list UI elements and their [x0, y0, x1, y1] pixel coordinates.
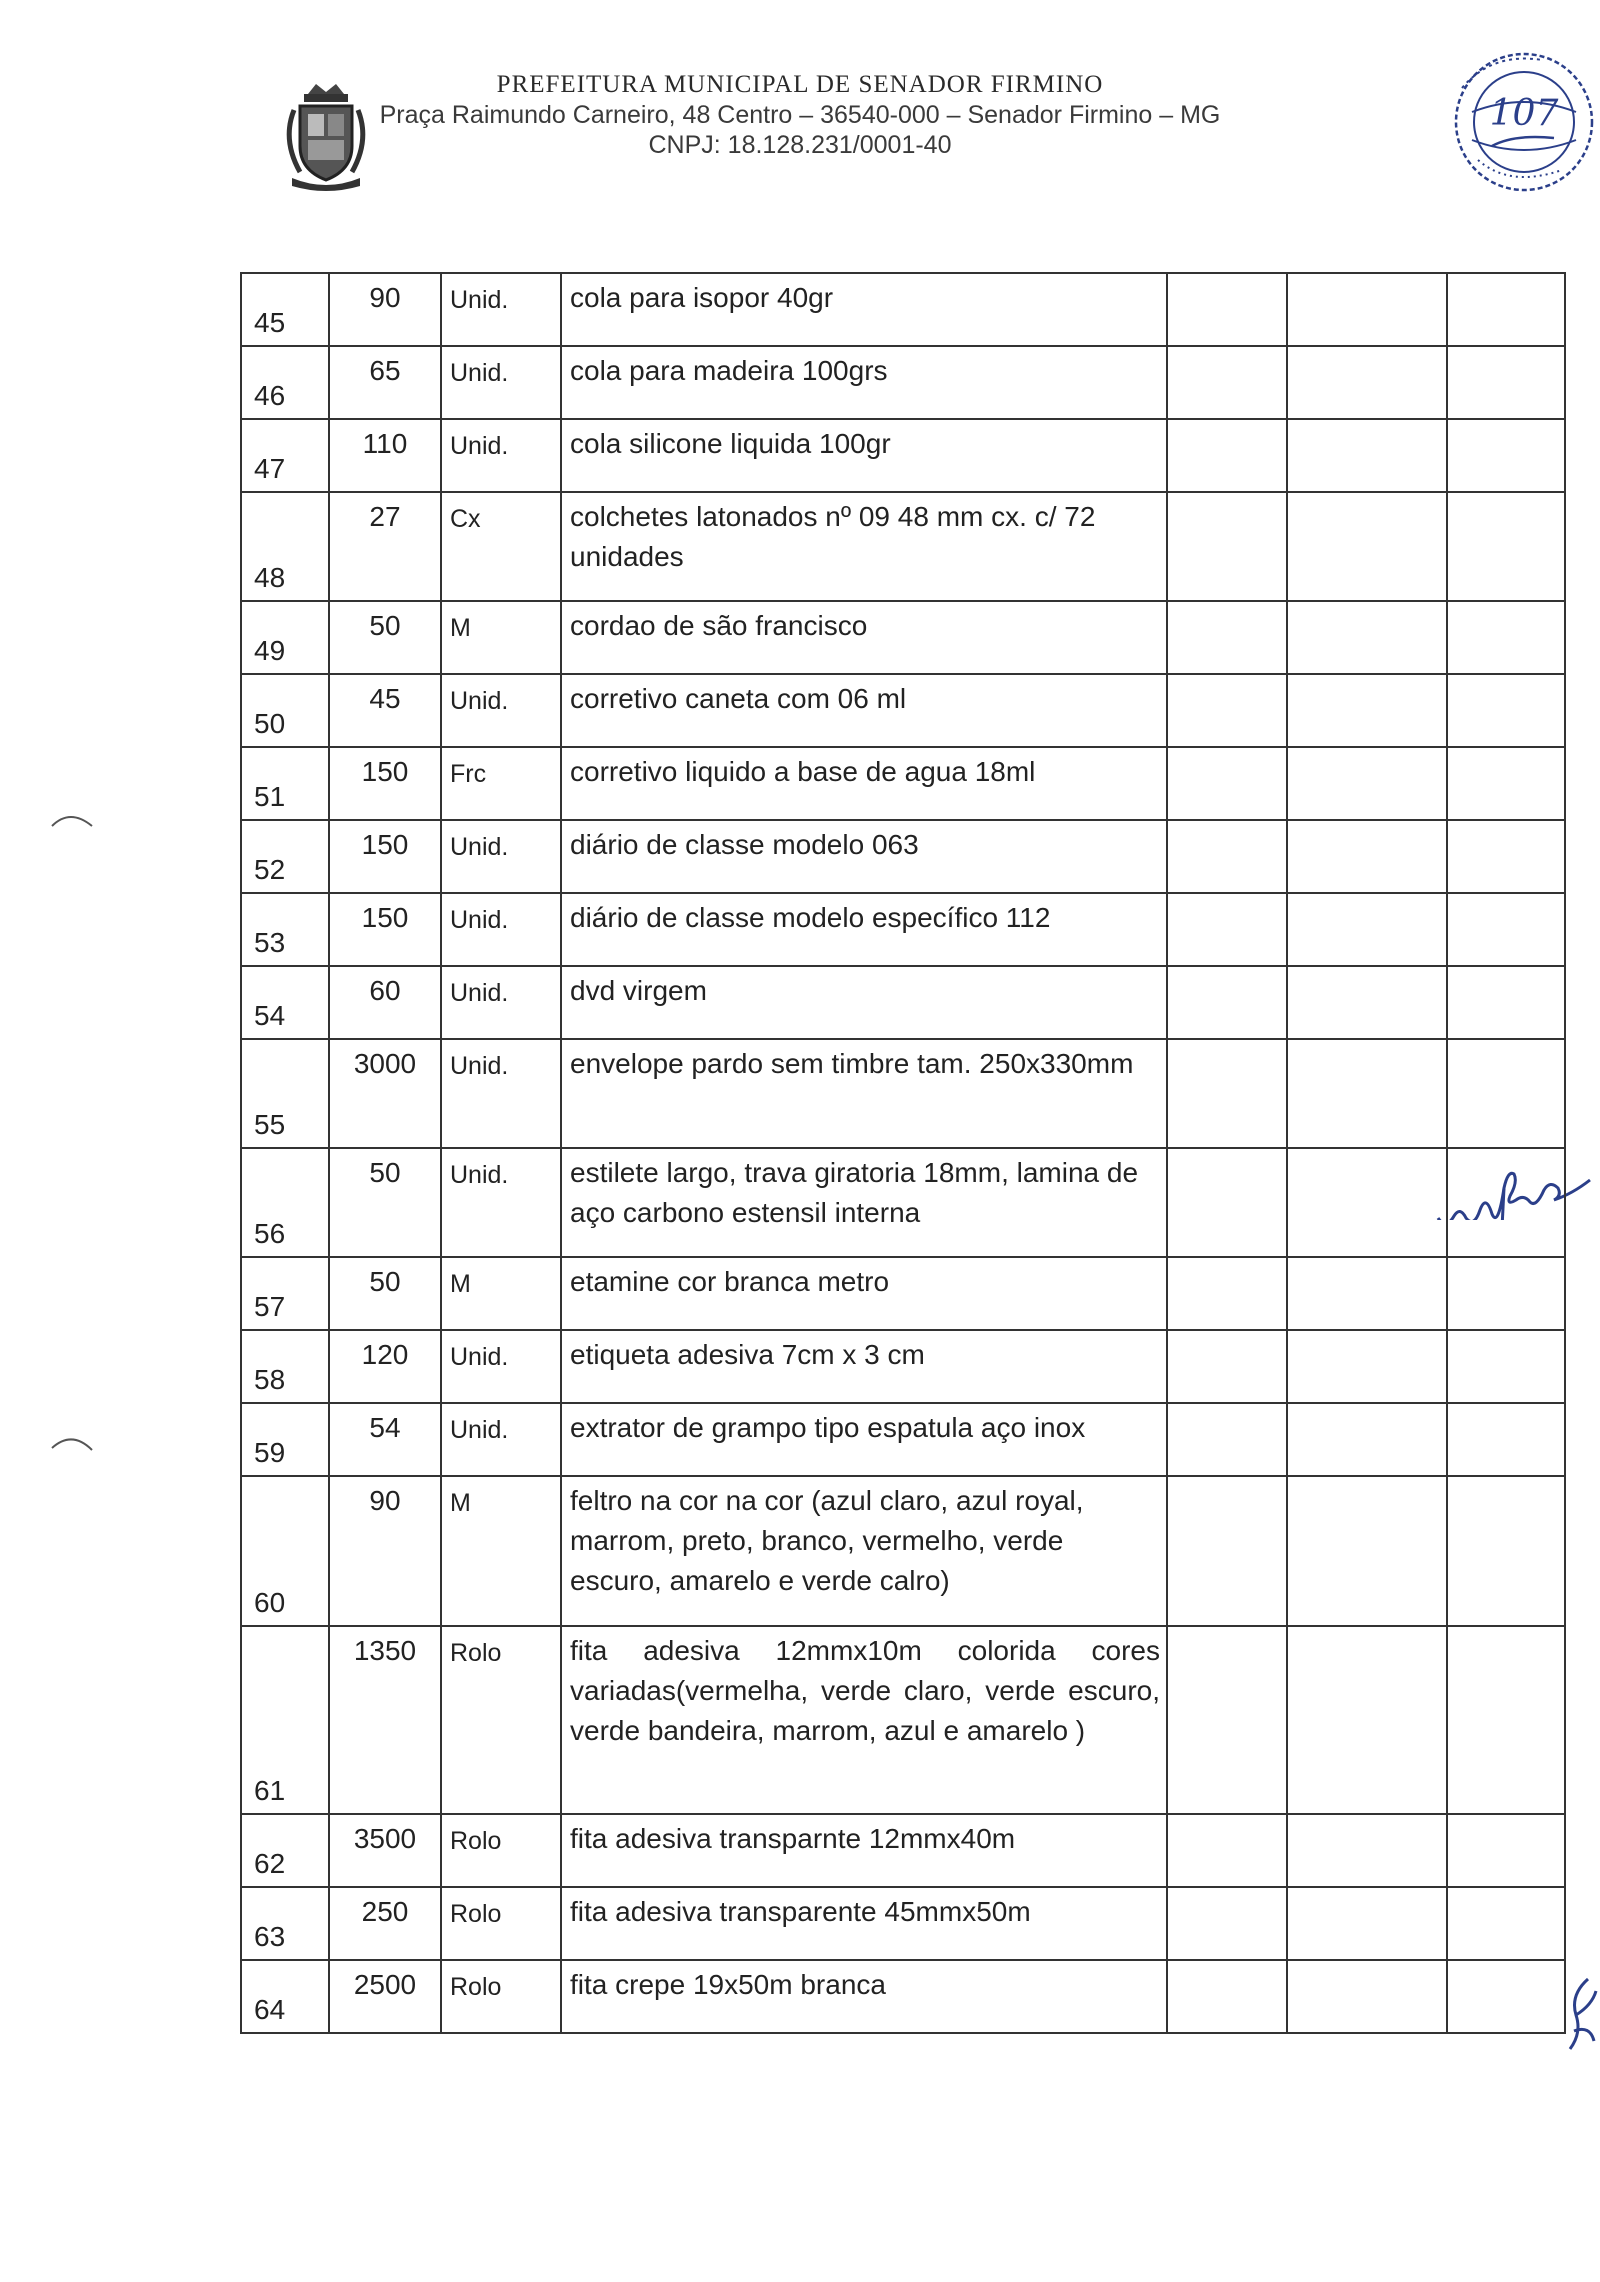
empty-cell — [1287, 492, 1447, 601]
empty-cell — [1167, 674, 1287, 747]
empty-cell — [1167, 346, 1287, 419]
item-description: colchetes latonados nº 09 48 mm cx. c/ 72 unidades — [561, 492, 1167, 601]
item-description: cordao de são francisco — [561, 601, 1167, 674]
empty-cell — [1287, 1330, 1447, 1403]
item-unit: Unid. — [441, 346, 561, 419]
item-number: 48 — [241, 492, 329, 601]
empty-cell — [1167, 1039, 1287, 1148]
item-quantity: 90 — [329, 273, 441, 346]
empty-cell — [1167, 1148, 1287, 1257]
item-description: etiqueta adesiva 7cm x 3 cm — [561, 1330, 1167, 1403]
empty-cell — [1447, 1403, 1565, 1476]
table-row — [241, 1039, 1565, 1148]
item-unit: Unid. — [441, 893, 561, 966]
empty-cell — [1287, 820, 1447, 893]
empty-cell — [1167, 419, 1287, 492]
item-number: 60 — [241, 1476, 329, 1626]
table-row — [241, 893, 1565, 966]
empty-cell — [1447, 1887, 1565, 1960]
empty-cell — [1287, 1626, 1447, 1814]
item-number: 47 — [241, 419, 329, 492]
table-row — [241, 966, 1565, 1039]
item-quantity: 150 — [329, 820, 441, 893]
empty-cell — [1287, 1887, 1447, 1960]
empty-cell — [1167, 747, 1287, 820]
item-number: 45 — [241, 273, 329, 346]
item-description: fita adesiva transparente 45mmx50m — [561, 1887, 1167, 1960]
item-unit: Unid. — [441, 1148, 561, 1257]
empty-cell — [1287, 747, 1447, 820]
table-row — [241, 1403, 1565, 1476]
item-number: 53 — [241, 893, 329, 966]
item-description: dvd virgem — [561, 966, 1167, 1039]
item-unit: Rolo — [441, 1887, 561, 1960]
coat-of-arms-icon — [278, 80, 374, 192]
empty-cell — [1447, 966, 1565, 1039]
table-row — [241, 1887, 1565, 1960]
item-quantity: 3500 — [329, 1814, 441, 1887]
empty-cell — [1287, 1403, 1447, 1476]
table-row — [241, 601, 1565, 674]
empty-cell — [1167, 492, 1287, 601]
letterhead — [0, 70, 1600, 160]
empty-cell — [1447, 820, 1565, 893]
table-row — [241, 747, 1565, 820]
item-description: envelope pardo sem timbre tam. 250x330mm — [561, 1039, 1167, 1148]
item-description: cola para isopor 40gr — [561, 273, 1167, 346]
item-number: 61 — [241, 1626, 329, 1814]
table-row — [241, 273, 1565, 346]
empty-cell — [1167, 1476, 1287, 1626]
item-quantity: 250 — [329, 1887, 441, 1960]
table-row — [241, 419, 1565, 492]
item-unit: Rolo — [441, 1960, 561, 2033]
item-quantity: 50 — [329, 601, 441, 674]
empty-cell — [1167, 1257, 1287, 1330]
empty-cell — [1447, 674, 1565, 747]
item-number: 56 — [241, 1148, 329, 1257]
item-description: feltro na cor na cor (azul claro, azul royal, marrom, preto, branco, vermelho, verde escuro, amarelo e verde calro) — [561, 1476, 1167, 1626]
item-unit: M — [441, 601, 561, 674]
empty-cell — [1167, 820, 1287, 893]
item-quantity: 110 — [329, 419, 441, 492]
protocol-stamp — [1432, 42, 1600, 210]
stamp-page-number: 107 — [1489, 93, 1559, 134]
item-description: cola para madeira 100grs — [561, 346, 1167, 419]
empty-cell — [1447, 273, 1565, 346]
empty-cell — [1167, 966, 1287, 1039]
item-quantity: 45 — [329, 674, 441, 747]
table-row — [241, 1814, 1565, 1887]
empty-cell — [1287, 1476, 1447, 1626]
municipality-title: PREFEITURA MUNICIPAL DE SENADOR FIRMINO — [496, 71, 1104, 98]
item-number: 54 — [241, 966, 329, 1039]
empty-cell — [1447, 1039, 1565, 1148]
empty-cell — [1447, 893, 1565, 966]
empty-cell — [1167, 893, 1287, 966]
item-number: 57 — [241, 1257, 329, 1330]
item-description: fita crepe 19x50m branca — [561, 1960, 1167, 2033]
item-unit: M — [441, 1257, 561, 1330]
item-quantity: 150 — [329, 893, 441, 966]
margin-marks — [0, 0, 120, 2282]
empty-cell — [1447, 1814, 1565, 1887]
item-quantity: 150 — [329, 747, 441, 820]
table-row — [241, 1626, 1565, 1814]
item-quantity: 60 — [329, 966, 441, 1039]
item-description: estilete largo, trava giratoria 18mm, lamina de aço carbono estensil interna — [561, 1148, 1167, 1257]
item-unit: Unid. — [441, 1403, 561, 1476]
item-unit: Unid. — [441, 966, 561, 1039]
item-number: 59 — [241, 1403, 329, 1476]
empty-cell — [1447, 1476, 1565, 1626]
empty-cell — [1167, 1960, 1287, 2033]
table-row — [241, 346, 1565, 419]
item-description: fita adesiva 12mmx10m colorida cores variadas(vermelha, verde claro, verde escuro, verde bandeira, marrom, azul e amarelo ) — [561, 1626, 1167, 1814]
item-description: fita adesiva transparnte 12mmx40m — [561, 1814, 1167, 1887]
items-table — [240, 272, 1566, 2034]
empty-cell — [1287, 1960, 1447, 2033]
empty-cell — [1287, 1257, 1447, 1330]
item-quantity: 54 — [329, 1403, 441, 1476]
empty-cell — [1447, 419, 1565, 492]
empty-cell — [1287, 893, 1447, 966]
municipality-address: Praça Raimundo Carneiro, 48 Centro – 36540-000 – Senador Firmino – MG — [379, 101, 1221, 129]
item-number: 55 — [241, 1039, 329, 1148]
empty-cell — [1167, 273, 1287, 346]
empty-cell — [1447, 1148, 1565, 1257]
item-quantity: 27 — [329, 492, 441, 601]
empty-cell — [1447, 601, 1565, 674]
table-row — [241, 1148, 1565, 1257]
item-unit: Unid. — [441, 419, 561, 492]
item-unit: Rolo — [441, 1626, 561, 1814]
table-row — [241, 1257, 1565, 1330]
item-quantity: 3000 — [329, 1039, 441, 1148]
item-number: 51 — [241, 747, 329, 820]
table-row — [241, 492, 1565, 601]
table-row — [241, 1476, 1565, 1626]
item-quantity: 2500 — [329, 1960, 441, 2033]
item-unit: Cx — [441, 492, 561, 601]
item-description: etamine cor branca metro — [561, 1257, 1167, 1330]
empty-cell — [1287, 419, 1447, 492]
item-unit: Frc — [441, 747, 561, 820]
empty-cell — [1167, 1887, 1287, 1960]
item-unit: Unid. — [441, 1330, 561, 1403]
empty-cell — [1447, 1960, 1565, 2033]
empty-cell — [1167, 1814, 1287, 1887]
empty-cell — [1287, 1039, 1447, 1148]
item-description: extrator de grampo tipo espatula aço inox — [561, 1403, 1167, 1476]
empty-cell — [1287, 601, 1447, 674]
item-unit: Rolo — [441, 1814, 561, 1887]
item-quantity: 65 — [329, 346, 441, 419]
item-unit: M — [441, 1476, 561, 1626]
item-quantity: 90 — [329, 1476, 441, 1626]
empty-cell — [1287, 1814, 1447, 1887]
item-quantity: 50 — [329, 1148, 441, 1257]
empty-cell — [1447, 492, 1565, 601]
empty-cell — [1287, 966, 1447, 1039]
municipality-cnpj: CNPJ: 18.128.231/0001-40 — [648, 131, 952, 159]
empty-cell — [1167, 1626, 1287, 1814]
item-number: 46 — [241, 346, 329, 419]
empty-cell — [1167, 601, 1287, 674]
table-row — [241, 674, 1565, 747]
item-description: corretivo caneta com 06 ml — [561, 674, 1167, 747]
item-quantity: 1350 — [329, 1626, 441, 1814]
empty-cell — [1447, 1330, 1565, 1403]
empty-cell — [1167, 1403, 1287, 1476]
empty-cell — [1287, 346, 1447, 419]
item-number: 58 — [241, 1330, 329, 1403]
table-row — [241, 820, 1565, 893]
empty-cell — [1447, 1626, 1565, 1814]
item-quantity: 120 — [329, 1330, 441, 1403]
item-description: cola silicone liquida 100gr — [561, 419, 1167, 492]
item-number: 50 — [241, 674, 329, 747]
item-description: diário de classe modelo específico 112 — [561, 893, 1167, 966]
empty-cell — [1287, 674, 1447, 747]
item-number: 49 — [241, 601, 329, 674]
table-row — [241, 1330, 1565, 1403]
item-unit: Unid. — [441, 1039, 561, 1148]
handwritten-mark-icon — [1562, 1975, 1600, 2055]
empty-cell — [1287, 273, 1447, 346]
item-unit: Unid. — [441, 820, 561, 893]
item-description: diário de classe modelo 063 — [561, 820, 1167, 893]
item-unit: Unid. — [441, 273, 561, 346]
item-number: 63 — [241, 1887, 329, 1960]
table-row — [241, 1960, 1565, 2033]
item-number: 64 — [241, 1960, 329, 2033]
empty-cell — [1447, 346, 1565, 419]
empty-cell — [1447, 1257, 1565, 1330]
empty-cell — [1167, 1330, 1287, 1403]
item-number: 62 — [241, 1814, 329, 1887]
empty-cell — [1287, 1148, 1447, 1257]
item-quantity: 50 — [329, 1257, 441, 1330]
item-unit: Unid. — [441, 674, 561, 747]
empty-cell — [1447, 747, 1565, 820]
item-number: 52 — [241, 820, 329, 893]
item-description: corretivo liquido a base de agua 18ml — [561, 747, 1167, 820]
